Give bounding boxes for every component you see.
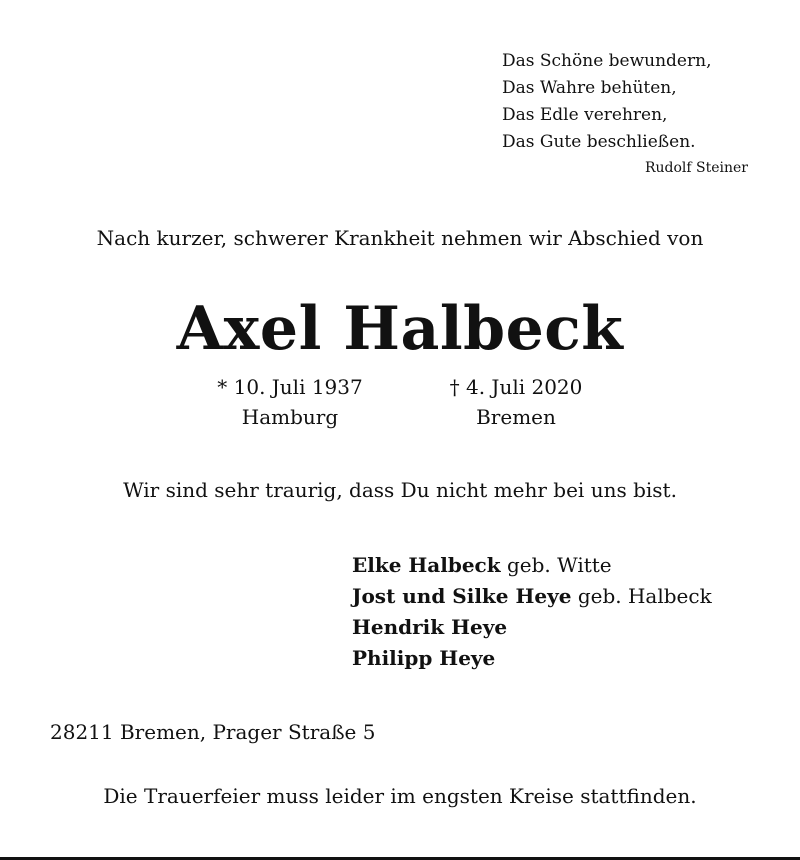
mourners-list bbox=[352, 550, 712, 674]
mourner-maiden-name: geb. Halbeck bbox=[577, 584, 712, 608]
birth-date: * 10. Juli 1937 bbox=[217, 375, 363, 399]
funeral-note: Die Trauerfeier muss leider im engsten Kreise stattfinden. bbox=[103, 784, 697, 808]
poem-quote bbox=[502, 48, 762, 156]
deceased-name: Axel Halbeck bbox=[176, 294, 624, 364]
death-info bbox=[416, 372, 616, 432]
birth-info bbox=[190, 372, 390, 432]
poem-line: Das Wahre behüten, bbox=[502, 78, 677, 98]
poem-line: Das Gute beschließen. bbox=[502, 132, 696, 152]
intro-text: Nach kurzer, schwerer Krankheit nehmen wir Abschied von bbox=[96, 226, 704, 250]
poem-line: Das Edle verehren, bbox=[502, 105, 668, 125]
mourner-entry bbox=[352, 643, 712, 674]
family-address: 28211 Bremen, Prager Straße 5 bbox=[50, 720, 376, 744]
birth-place: Hamburg bbox=[241, 405, 339, 429]
mourner-maiden-name: geb. Witte bbox=[506, 553, 612, 577]
mourner-entry bbox=[352, 550, 712, 581]
death-date: † 4. Juli 2020 bbox=[449, 375, 583, 399]
death-place: Bremen bbox=[476, 405, 556, 429]
mourner-name: Philipp Heye bbox=[352, 646, 496, 670]
mourner-name: Jost und Silke Heye bbox=[352, 584, 572, 608]
poem-author: Rudolf Steiner bbox=[644, 160, 748, 176]
mourner-name: Elke Halbeck bbox=[352, 553, 501, 577]
mourning-statement: Wir sind sehr traurig, dass Du nicht mehr bei uns bist. bbox=[123, 478, 677, 502]
mourner-entry bbox=[352, 612, 712, 643]
poem-line: Das Schöne bewundern, bbox=[502, 51, 712, 71]
mourner-name: Hendrik Heye bbox=[352, 615, 508, 639]
mourner-entry bbox=[352, 581, 712, 612]
